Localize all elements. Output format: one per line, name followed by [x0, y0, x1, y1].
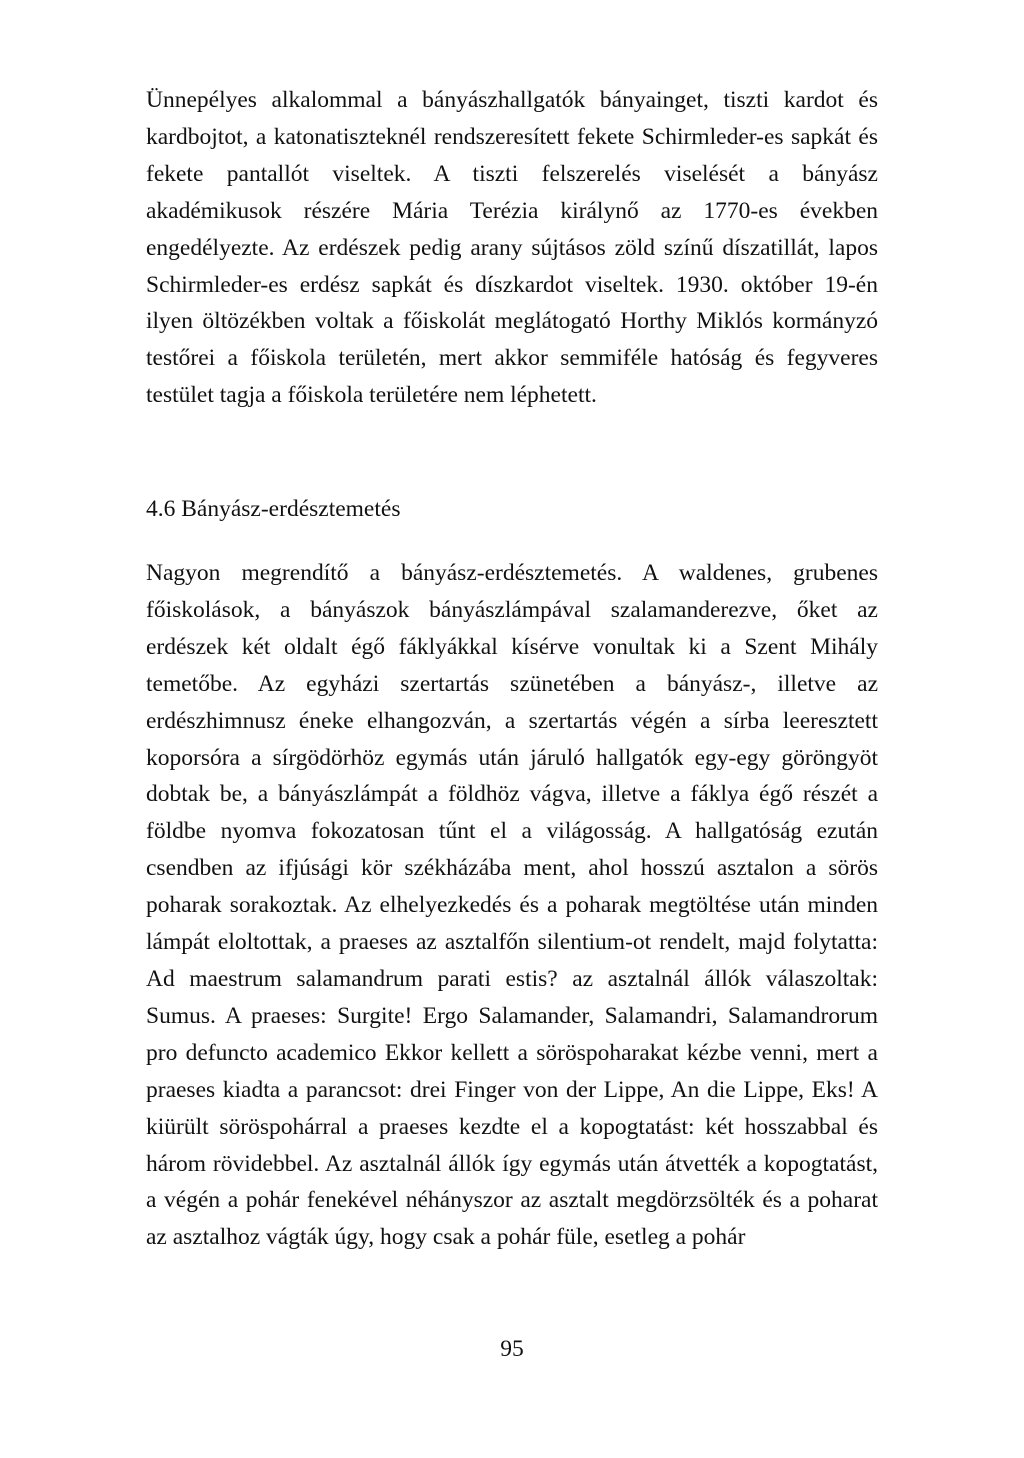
page-number: 95: [500, 1336, 524, 1362]
body-paragraph-1: Ünnepélyes alkalommal a bányászhallgatók bányainget, tiszti kardot és kardbojtot, a katonatiszteknél rendszeresített fekete Schirmleder-es sapkát és fekete pantallót viseltek. A tiszti felszerelés viselését a bányász akadémikusok részére Mária Terézia királynő az 1770-es években engedélyezte. Az erdészek pedig arany sújtásos zöld színű díszatillát, lapos Schirmleder-es erdész sapkát és díszkardot viseltek. 1930. október 19-én ilyen öltözékben voltak a főiskolát meglátogató Horthy Miklós kormányzó testőrei a főiskola területén, mert akkor semmiféle hatóság és fegyveres testület tagja a főiskola területére nem léphetett.: [146, 87, 878, 409]
body-paragraph-2: Nagyon megrendítő a bányász-erdésztemetés. A waldenes, grubenes főiskolások, a bányászok bányászlámpával szalamanderezve, őket az erdészek két oldalt égő fáklyákkal kísérve vonultak ki a Szent Mihály temetőbe. Az egyházi szertartás szünetében a bányász-, illetve az erdészhimnusz éneke elhangozván, a szertartás végén a sírba leeresztett koporsóra a sírgödörhöz egymás után járuló hallgatók egy-egy göröngyöt dobtak be, a bányászlámpát a földhöz vágva, illetve a fáklya égő részét a földbe nyomva fokozatosan tűnt el a világosság. A hallgatóság ezután csendben az ifjúsági kör székházába ment, ahol hosszú asztalon a sörös poharak sorakoztak. Az elhelyezkedés és a poharak megtöltése után minden lámpát eloltottak, a praeses az asztalfőn silentium-ot rendelt, majd folytatta: Ad maestrum salamandrum parati estis? az asztalnál állók válaszoltak: Sumus. A praeses: Surgite! Ergo Salamander, Salamandri, Salamandrorum pro defuncto academico Ekkor kellett a söröspoharakat kézbe venni, mert a praeses kiadta a parancsot: drei Finger von der Lippe, An die Lippe, Eks! A kiürült söröspohárral a praeses kezdte el a kopogtatást: két hosszabbal és három rövidebbel. Az asztalnál állók így egymás után átvették a kopogtatást, a végén a pohár fenekével néhányszor az asztalt megdörzsölték és a poharat az asztalhoz vágták úgy, hogy csak a pohár füle, esetleg a pohár: [146, 560, 878, 1251]
section-heading: 4.6 Bányász-erdésztemetés: [146, 496, 401, 522]
